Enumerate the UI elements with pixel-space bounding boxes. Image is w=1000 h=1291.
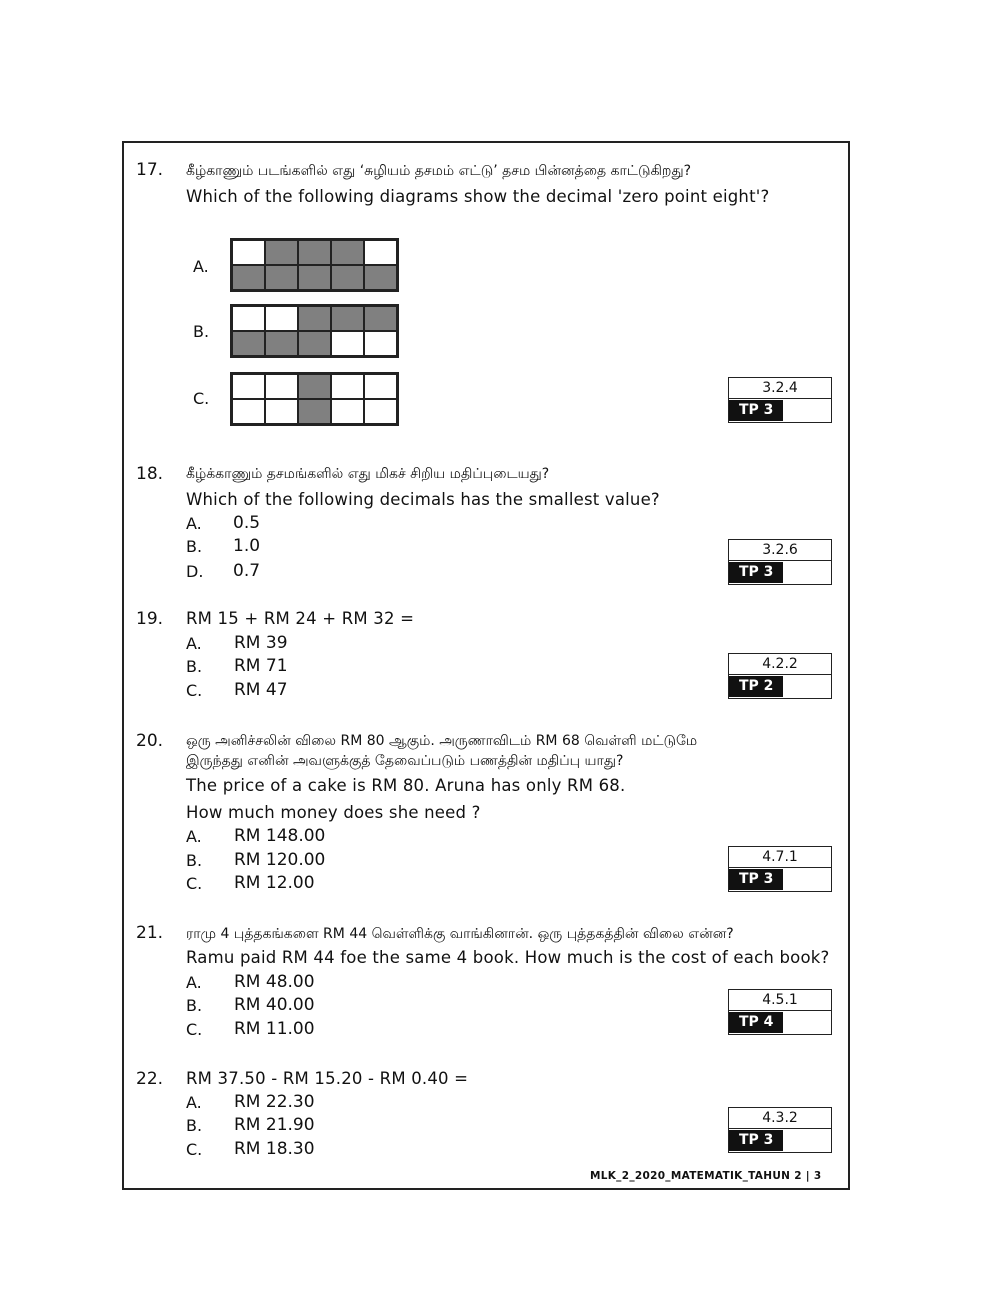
question-text-tamil: ஒரு அனிச்சலின் விலை RM 80 ஆகும். அருணாவிடம் RM 68 வெள்ளி மட்டுமே — [186, 733, 698, 749]
tp-box — [728, 989, 832, 1035]
option-letter[interactable]: B. — [186, 1116, 203, 1135]
option-value[interactable]: RM 71 — [234, 656, 288, 676]
tp-level: TP 2 — [729, 676, 783, 697]
tp-box — [728, 1107, 832, 1153]
skill-code: 3.2.6 — [729, 540, 831, 561]
grid-cell — [331, 399, 364, 424]
grid-cell-shaded — [265, 331, 298, 356]
option-value[interactable]: RM 22.30 — [234, 1092, 315, 1112]
option-value[interactable]: RM 12.00 — [234, 873, 315, 893]
option-letter[interactable]: B. — [193, 322, 210, 341]
option-letter[interactable]: C. — [186, 681, 203, 700]
option-value[interactable]: RM 18.30 — [234, 1139, 315, 1159]
grid-cell — [232, 399, 265, 424]
option-letter[interactable]: A. — [186, 827, 202, 846]
grid-cell — [331, 374, 364, 399]
option-value[interactable]: RM 148.00 — [234, 826, 326, 846]
grid-cell-shaded — [364, 306, 397, 331]
question-number: 19. — [136, 609, 164, 629]
tp-level: TP 3 — [729, 400, 783, 421]
grid-cell-shaded — [331, 265, 364, 290]
question-text-english: How much money does she need ? — [186, 803, 481, 822]
option-letter[interactable]: A. — [186, 1093, 202, 1112]
skill-code: 4.5.1 — [729, 990, 831, 1011]
grid-cell — [265, 306, 298, 331]
option-value[interactable]: 1.0 — [233, 536, 261, 556]
question-number: 22. — [136, 1069, 164, 1089]
decimal-grid-b[interactable] — [230, 304, 399, 358]
question-text-tamil: கீழ்க்காணும் தசமங்களில் எது மிகச் சிறிய மதிப்புடையது? — [186, 466, 550, 482]
grid-cell-shaded — [232, 331, 265, 356]
grid-cell-shaded — [298, 240, 331, 265]
question-text-english: The price of a cake is RM 80. Aruna has only RM 68. — [186, 776, 626, 795]
skill-code: 4.7.1 — [729, 847, 831, 868]
decimal-grid-c[interactable] — [230, 372, 399, 426]
grid-cell — [232, 240, 265, 265]
tp-level: TP 4 — [729, 1012, 783, 1033]
tp-level: TP 3 — [729, 1130, 783, 1151]
grid-cell-shaded — [232, 265, 265, 290]
question-number: 17. — [136, 160, 164, 180]
decimal-grid-a[interactable] — [230, 238, 399, 292]
tp-level: TP 3 — [729, 869, 783, 890]
option-value[interactable]: RM 21.90 — [234, 1115, 315, 1135]
page-footer: MLK_2_2020_MATEMATIK_TAHUN 2 | 3 — [590, 1170, 822, 1182]
grid-cell-shaded — [298, 265, 331, 290]
grid-cell-shaded — [298, 374, 331, 399]
question-text-english: Which of the following diagrams show the decimal 'zero point eight'? — [186, 187, 770, 206]
question-number: 18. — [136, 464, 164, 484]
grid-cell — [265, 374, 298, 399]
option-letter[interactable]: C. — [186, 1020, 203, 1039]
tp-box — [728, 377, 832, 423]
option-letter[interactable]: C. — [186, 874, 203, 893]
question-text-english: RM 37.50 - RM 15.20 - RM 0.40 = — [186, 1069, 469, 1088]
grid-cell-shaded — [265, 240, 298, 265]
skill-code: 4.3.2 — [729, 1108, 831, 1129]
option-letter[interactable]: C. — [193, 389, 210, 408]
grid-cell-shaded — [364, 265, 397, 290]
grid-cell-shaded — [331, 240, 364, 265]
grid-cell — [232, 374, 265, 399]
option-letter[interactable]: B. — [186, 996, 203, 1015]
grid-cell — [364, 240, 397, 265]
option-value[interactable]: RM 40.00 — [234, 995, 315, 1015]
skill-code: 3.2.4 — [729, 378, 831, 399]
question-number: 21. — [136, 923, 164, 943]
option-letter[interactable]: A. — [186, 634, 202, 653]
option-value[interactable]: RM 39 — [234, 633, 288, 653]
option-letter[interactable]: A. — [193, 257, 209, 276]
option-value[interactable]: 0.5 — [233, 513, 261, 533]
option-value[interactable]: RM 48.00 — [234, 972, 315, 992]
question-text-english: Which of the following decimals has the smallest value? — [186, 490, 660, 509]
option-letter[interactable]: D. — [186, 562, 204, 581]
grid-cell-shaded — [265, 265, 298, 290]
option-letter[interactable]: A. — [186, 514, 202, 533]
grid-cell — [364, 331, 397, 356]
grid-cell-shaded — [298, 331, 331, 356]
grid-cell-shaded — [298, 306, 331, 331]
grid-cell-shaded — [331, 306, 364, 331]
option-letter[interactable]: B. — [186, 537, 203, 556]
grid-cell — [331, 331, 364, 356]
grid-cell-shaded — [298, 399, 331, 424]
grid-cell — [364, 399, 397, 424]
question-text-tamil: கீழ்காணும் படங்களில் எது ‘சுழியம் தசமம் எட்டு’ தசம பின்னத்தை காட்டுகிறது? — [186, 163, 692, 179]
tp-box — [728, 846, 832, 892]
tp-level: TP 3 — [729, 562, 783, 583]
option-value[interactable]: RM 11.00 — [234, 1019, 315, 1039]
grid-cell — [232, 306, 265, 331]
question-text-tamil: ராமு 4 புத்தகங்களை RM 44 வெள்ளிக்கு வாங்கினான். ஒரு புத்தகத்தின் விலை என்ன? — [186, 926, 734, 942]
question-number: 20. — [136, 731, 164, 751]
option-value[interactable]: RM 120.00 — [234, 850, 326, 870]
grid-cell — [265, 399, 298, 424]
question-text-tamil: இருந்தது எனின் அவளுக்குத் தேவைப்படும் பணத்தின் மதிப்பு யாது? — [186, 753, 624, 769]
question-text-english: Ramu paid RM 44 foe the same 4 book. How much is the cost of each book? — [186, 948, 830, 967]
question-text-english: RM 15 + RM 24 + RM 32 = — [186, 609, 415, 628]
option-letter[interactable]: A. — [186, 973, 202, 992]
option-letter[interactable]: C. — [186, 1140, 203, 1159]
option-letter[interactable]: B. — [186, 851, 203, 870]
option-value[interactable]: 0.7 — [233, 561, 261, 581]
option-value[interactable]: RM 47 — [234, 680, 288, 700]
grid-cell — [364, 374, 397, 399]
tp-box — [728, 653, 832, 699]
skill-code: 4.2.2 — [729, 654, 831, 675]
tp-box — [728, 539, 832, 585]
option-letter[interactable]: B. — [186, 657, 203, 676]
